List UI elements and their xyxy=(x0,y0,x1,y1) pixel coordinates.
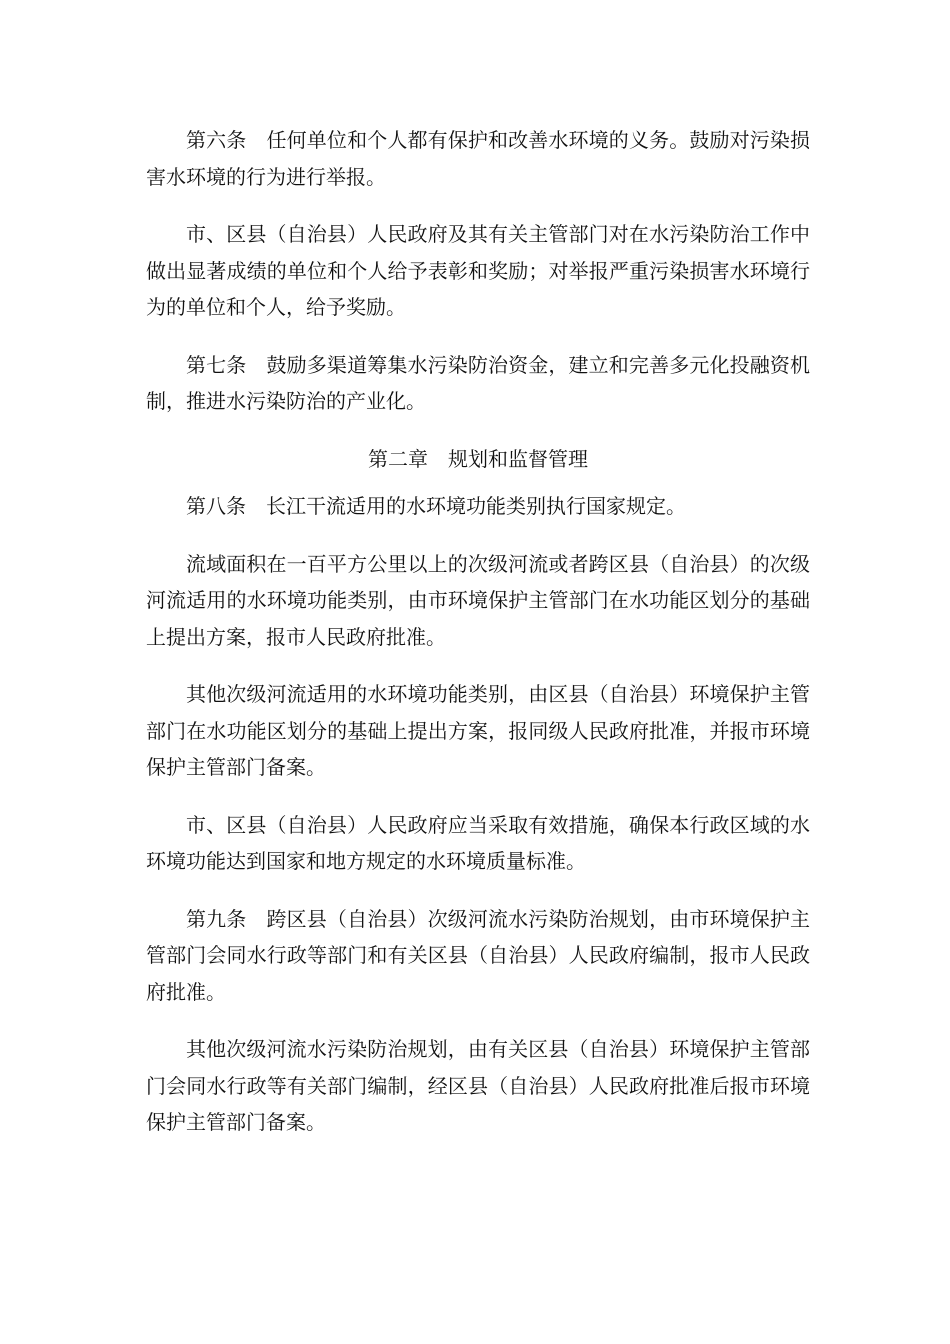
article-9-other-plan-paragraph: 其他次级河流水污染防治规划，由有关区县（自治县）环境保护主管部门会同水行政等有关部门编制，经区县（自治县）人民政府批准后报市环境保护主管部门备案。 xyxy=(146,1037,810,1134)
article-9-paragraph: 第九条 跨区县（自治县）次级河流水污染防治规划，由市环境保护主管部门会同水行政等部门和有关区县（自治县）人民政府编制，报市人民政府批准。 xyxy=(146,906,810,1004)
article-8-other-rivers-paragraph: 其他次级河流适用的水环境功能类别，由区县（自治县）环境保护主管部门在水功能区划分的基础上提出方案，报同级人民政府批准，并报市环境保护主管部门备案。 xyxy=(146,682,810,779)
document-body xyxy=(146,122,810,1162)
chapter-heading: 第二章 规划和监督管理 xyxy=(368,446,588,471)
article-8-tributary-paragraph: 流域面积在一百平方公里以上的次级河流或者跨区县（自治县）的次级河流适用的水环境功能类别，由市环境保护主管部门在水功能区划分的基础上提出方案，报市人民政府批准。 xyxy=(146,551,810,649)
article-8-paragraph: 第八条 长江干流适用的水环境功能类别执行国家规定。 xyxy=(186,494,686,518)
article-6-paragraph: 第六条 任何单位和个人都有保护和改善水环境的义务。鼓励对污染损害水环境的行为进行举报。 xyxy=(146,128,810,189)
article-7-paragraph: 第七条 鼓励多渠道筹集水污染防治资金，建立和完善多元化投融资机制，推进水污染防治的产业化。 xyxy=(146,352,810,413)
article-6-reward-paragraph: 市、区县（自治县）人民政府及其有关主管部门对在水污染防治工作中做出显著成绩的单位和个人给予表彰和奖励；对举报严重污染损害水环境行为的单位和个人，给予奖励。 xyxy=(146,222,810,319)
article-8-government-paragraph: 市、区县（自治县）人民政府应当采取有效措施，确保本行政区域的水环境功能达到国家和地方规定的水环境质量标准。 xyxy=(146,812,810,873)
